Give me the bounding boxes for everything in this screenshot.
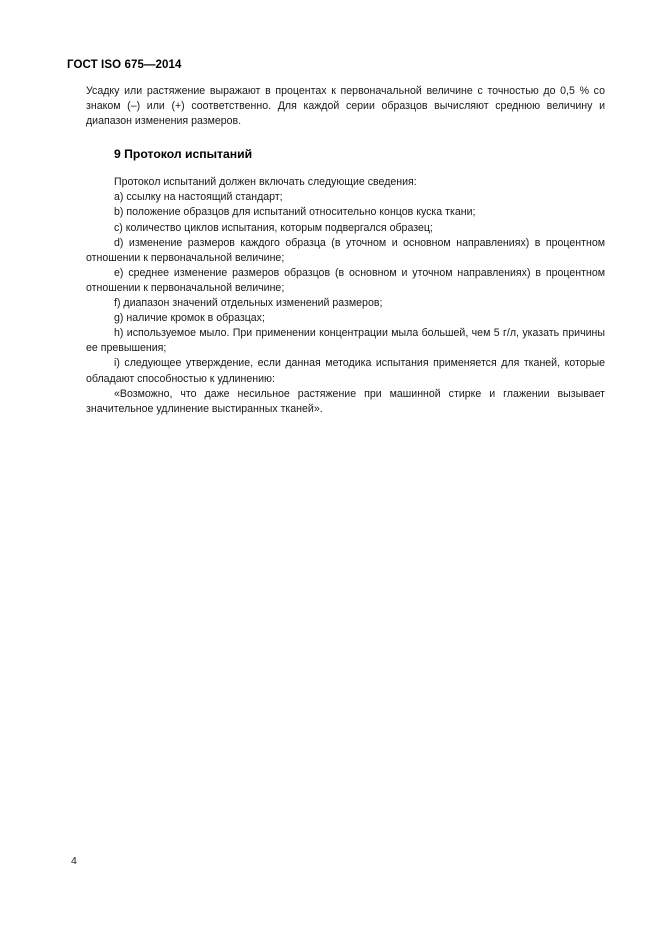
section-heading-9: 9 Протокол испытаний — [114, 147, 253, 162]
intro-paragraph: Усадку или растяжение выражают в процентах к первоначальной величине с точностью до 0,5 % со знаком (–) или (+) соответственно. Для каждой серии образцов вычисляют среднюю величину и диапазон изменения размеров. — [86, 85, 605, 128]
list-lead-in-text: Протокол испытаний должен включать следующие сведения: — [114, 176, 417, 189]
list-item: a) ссылку на настоящий стандарт; — [114, 191, 283, 204]
list-item: h) используемое мыло. При применении концентрации мыла большей, чем 5 г/л, указать причины ее превышения; — [86, 327, 605, 355]
list-item: b) положение образцов для испытаний относительно концов куска ткани; — [114, 206, 476, 219]
list-item: e) среднее изменение размеров образцов (в основном и уточном направлениях) в процентном отношении к первоначальной величине; — [86, 266, 605, 294]
page-number: 4 — [71, 855, 77, 867]
list-item: f) диапазон значений отдельных изменений размеров; — [114, 297, 383, 310]
list-item: i) следующее утверждение, если данная методика испытания применяется для тканей, которые обладают способностью к удлинению: — [86, 357, 605, 385]
running-header-standard-id: ГОСТ ISO 675—2014 — [67, 59, 182, 71]
list-item: d) изменение размеров каждого образца (в уточном и основном направлениях) в процентном отношении к первоначальной величине; — [86, 236, 605, 264]
closing-quote-paragraph: «Возможно, что даже несильное растяжение при машинной стирке и глажении вызывает значительное удлинение выстиранных тканей». — [86, 387, 605, 415]
list-item: c) количество циклов испытания, которым подвергался образец; — [114, 221, 433, 234]
list-item: g) наличие кромок в образцах; — [114, 312, 265, 325]
page-content — [86, 84, 605, 417]
